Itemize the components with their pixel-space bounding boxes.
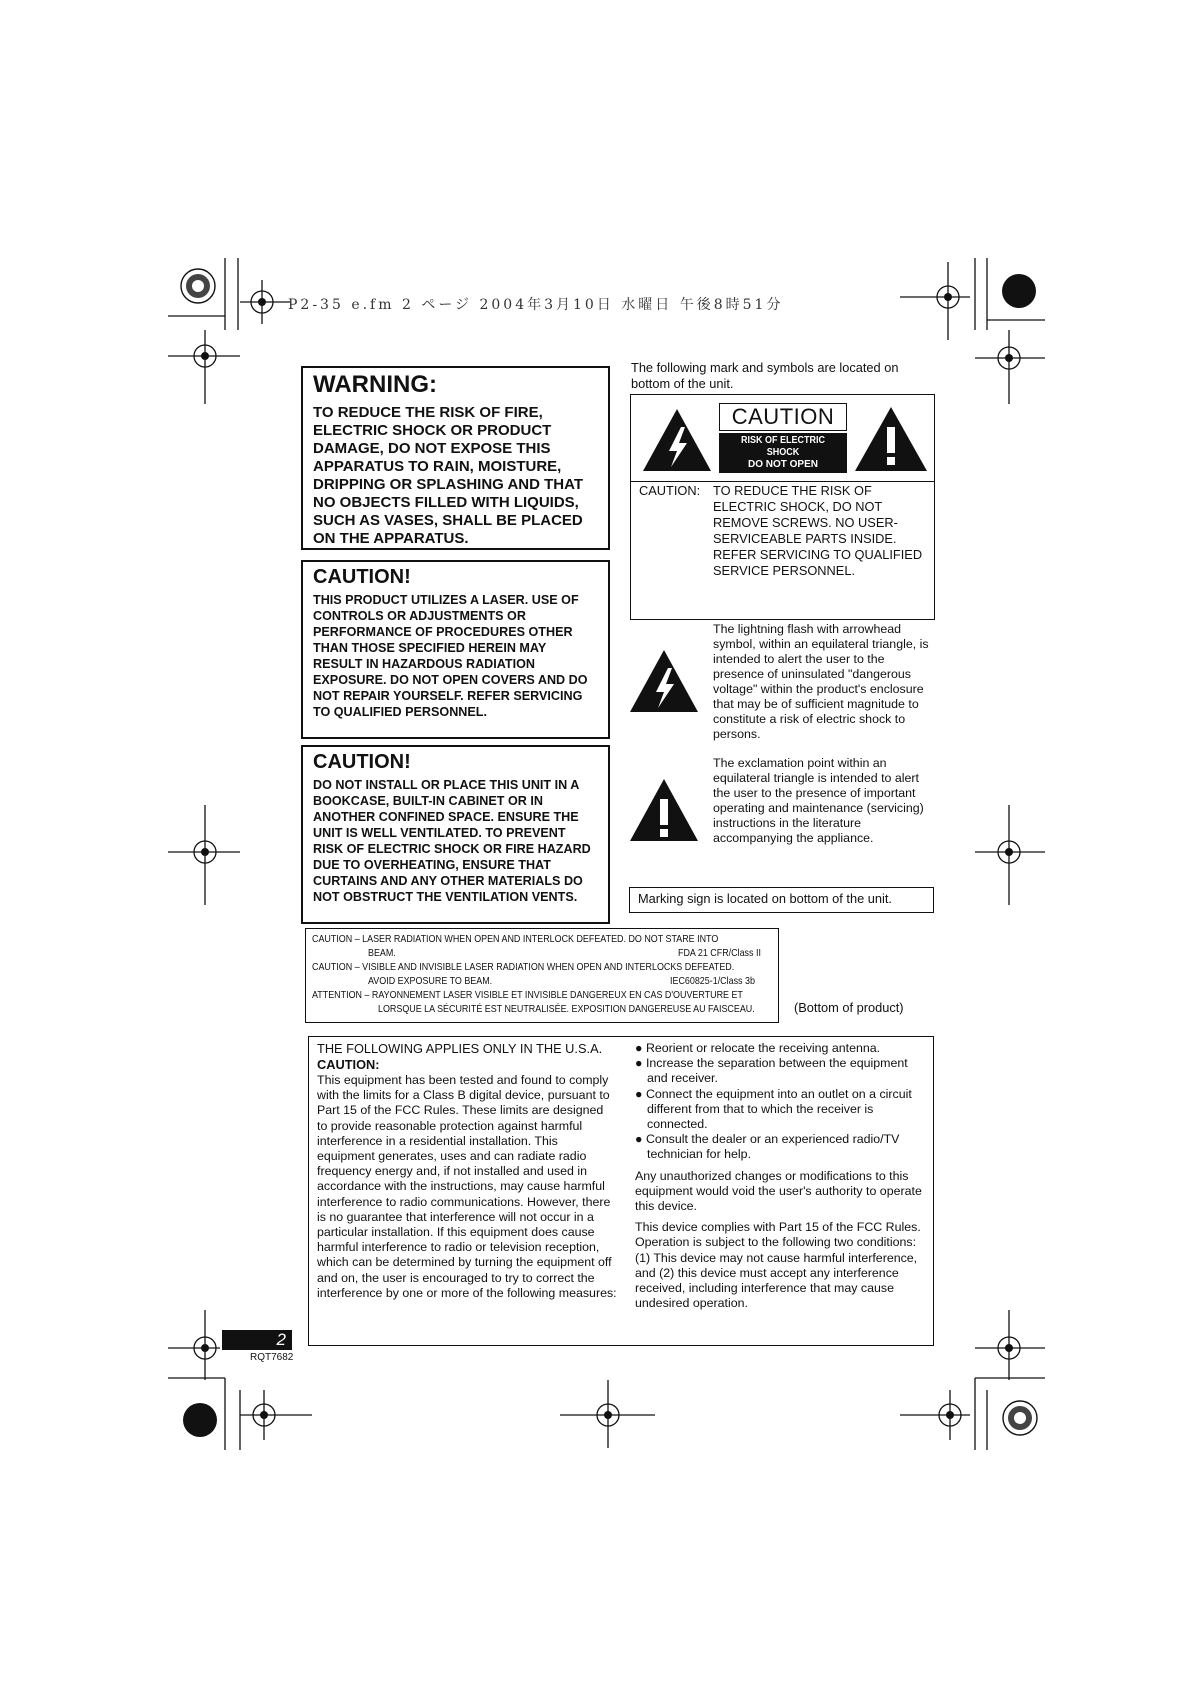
- laser-line4b: IEC60825-1/Class 3b: [670, 976, 755, 987]
- fcc-left-column: [317, 1041, 617, 1301]
- bottom-of-product-caption: (Bottom of product): [794, 1000, 904, 1015]
- warning-body: TO REDUCE THE RISK OF FIRE, ELECTRIC SHOCK OR PRODUCT DAMAGE, DO NOT EXPOSE THIS APPARATUS TO RAIN, MOISTURE, DRIPPING OR SPLASHING AND THAT NO OBJECTS FILLED WITH LIQUIDS, SUCH AS VASES, SHALL BE PLACED ON THE APPARATUS.: [313, 404, 584, 547]
- caution-label-box: [630, 394, 935, 620]
- fcc-right-column: [635, 1041, 927, 1311]
- laser-label-box: [305, 928, 779, 1023]
- warning-box: [301, 366, 610, 550]
- model-number: RQT7682: [250, 1352, 294, 1363]
- caution-label-title: CAUTION: [719, 403, 847, 431]
- laser-line4a: AVOID EXPOSURE TO BEAM.: [368, 976, 493, 987]
- page-number-tab: [222, 1330, 292, 1350]
- caution-install-title: CAUTION!: [313, 751, 411, 773]
- caution-install-box: [301, 745, 610, 924]
- lightning-triangle-icon: [641, 407, 713, 473]
- caution-prefix: CAUTION:: [639, 483, 701, 498]
- laser-line3: CAUTION – VISIBLE AND INVISIBLE LASER RADIATION WHEN OPEN AND INTERLOCKS DEFEATED.: [312, 962, 735, 973]
- marking-text: Marking sign is located on bottom of the unit.: [638, 891, 892, 906]
- laser-line5: ATTENTION – RAYONNEMENT LASER VISIBLE ET INVISIBLE DANGEREUX EN CAS D'OUVERTURE ET: [312, 990, 743, 1001]
- caution-laser-body: THIS PRODUCT UTILIZES A LASER. USE OF CONTROLS OR ADJUSTMENTS OR PERFORMANCE OF PROCEDURES OTHER THAN THOSE SPECIFIED HEREIN MAY RESULT IN HAZARDOUS RADIATION EXPOSURE. DO NOT OPEN COVERS AND DO NOT REPAIR YOURSELF. REFER SERVICING TO QUALIFIED PERSONNEL.: [313, 593, 588, 719]
- lightning-symbol-icon: [628, 648, 700, 714]
- laser-line2a: BEAM.: [368, 948, 396, 959]
- fcc-caution-label: CAUTION:: [317, 1057, 380, 1072]
- warning-title: WARNING:: [313, 371, 437, 398]
- fcc-para-2: This device complies with Part 15 of the FCC Rules. Operation is subject to the following two conditions: (1) This device may not cause harmful interference, and (2) this device must accept any interference received, including interference that may cause undesired operation.: [635, 1220, 921, 1311]
- fcc-heading: THE FOLLOWING APPLIES ONLY IN THE U.S.A.: [317, 1041, 603, 1056]
- laser-line6: LORSQUE LA SÉCURITÉ EST NEUTRALISÉE. EXPOSITION DANGEREUSE AU FAISCEAU.: [378, 1004, 755, 1015]
- fcc-bullet-1: ● Reorient or relocate the receiving antenna.: [635, 1041, 881, 1055]
- fcc-box: [308, 1036, 934, 1346]
- exclamation-symbol-icon: [628, 777, 700, 843]
- fcc-left-body: This equipment has been tested and found to comply with the limits for a Class B digital device, pursuant to Part 15 of the FCC Rules. These limits are designed to provide reasonable protection against harmful interference in a residential installation. This equipment generates, uses and can radiate radio frequency energy and, if not installed and used in accordance with the instructions, may cause harmful interference to radio communications. However, there is no guarantee that interference will not occur in a particular installation. If this equipment does cause harmful interference to radio or television reception, which can be determined by turning the equipment off and on, the user is encouraged to try to correct the interference by one or more of the following measures:: [317, 1073, 617, 1300]
- label-divider: [631, 481, 934, 482]
- fcc-para-1: Any unauthorized changes or modifications to this equipment would void the user's authority to operate this device.: [635, 1168, 922, 1214]
- symbols-intro: The following mark and symbols are located on bottom of the unit.: [631, 360, 899, 391]
- caution-label-line2: DO NOT OPEN: [747, 459, 818, 470]
- caution-laser-title: CAUTION!: [313, 566, 411, 588]
- caution-laser-box: [301, 560, 610, 739]
- exclamation-explanation: The exclamation point within an equilateral triangle is intended to alert the user to the presence of important operating and maintenance (servicing) instructions in the literature accompanying the appliance.: [713, 756, 924, 845]
- fcc-bullet-2: ● Increase the separation between the equipment and receiver.: [635, 1056, 908, 1086]
- laser-line2b: FDA 21 CFR/Class II: [678, 948, 761, 959]
- page-number: 2: [276, 1330, 286, 1349]
- caution-text: TO REDUCE THE RISK OF ELECTRIC SHOCK, DO NOT REMOVE SCREWS. NO USER-SERVICEABLE PARTS INSIDE. REFER SERVICING TO QUALIFIED SERVICE PERSONNEL.: [713, 483, 923, 578]
- lightning-explanation: The lightning flash with arrowhead symbol, within an equilateral triangle, is intended to alert the user to the presence of uninsulated "dangerous voltage" within the product's enclosure that may be of sufficient magnitude to constitute a risk of electric shock to persons.: [713, 622, 929, 741]
- marking-box: [629, 887, 934, 913]
- caution-install-body: DO NOT INSTALL OR PLACE THIS UNIT IN A BOOKCASE, BUILT-IN CABINET OR IN ANOTHER CONFINED SPACE. ENSURE THE UNIT IS WELL VENTILATED. TO PREVENT RISK OF ELECTRIC SHOCK OR FIRE HAZARD DUE TO OVERHEATING, ENSURE THAT CURTAINS AND ANY OTHER MATERIALS DO NOT OBSTRUCT THE VENTILATION VENTS.: [313, 778, 591, 904]
- fcc-bullet-4: ● Consult the dealer or an experienced radio/TV technician for help.: [635, 1132, 900, 1162]
- exclamation-triangle-icon: [853, 405, 929, 473]
- caution-label-line1: RISK OF ELECTRIC SHOCK: [740, 435, 826, 458]
- print-header-stamp: P2-35 e.fm 2 ページ 2004年3月10日 水曜日 午後8時51分: [288, 297, 784, 313]
- caution-label: [719, 403, 847, 473]
- fcc-bullet-3: ● Connect the equipment into an outlet on a circuit different from that to which the receiver is connected.: [635, 1086, 912, 1132]
- laser-line1: CAUTION – LASER RADIATION WHEN OPEN AND INTERLOCK DEFEATED. DO NOT STARE INTO: [312, 934, 719, 945]
